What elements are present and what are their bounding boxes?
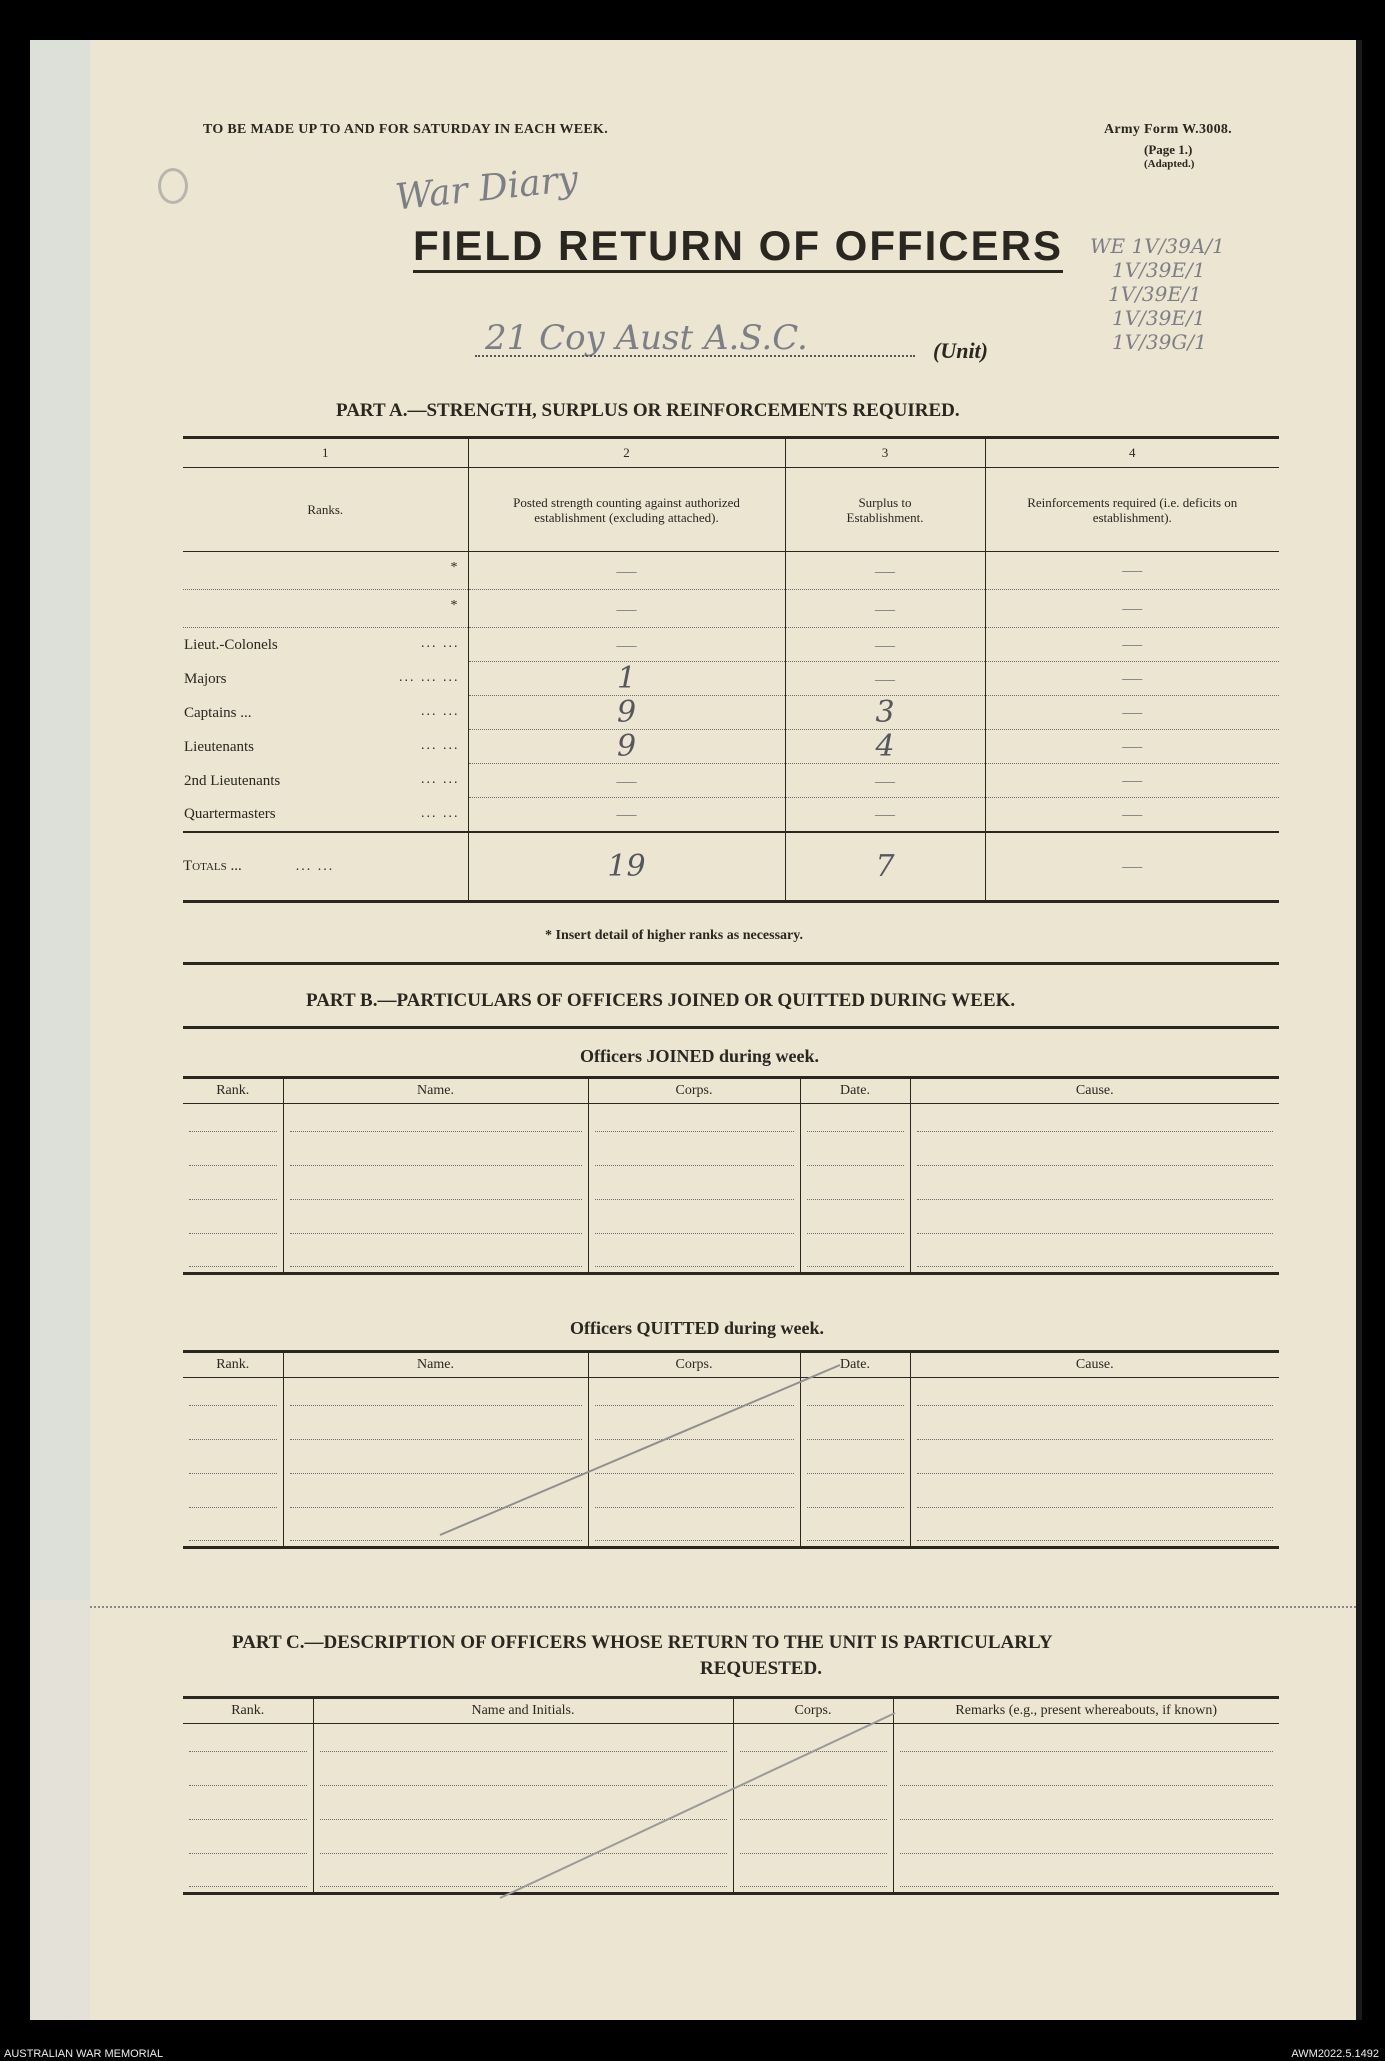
blank-cell xyxy=(183,1514,283,1548)
rank-cell xyxy=(183,696,468,730)
form-adapted: (Adapted.) xyxy=(1144,158,1195,170)
column-header: Corps. xyxy=(588,1352,800,1378)
blank-cell xyxy=(588,1240,800,1274)
posted-strength: — xyxy=(468,628,785,662)
strike-line-part-c xyxy=(490,1708,910,1908)
rank-cell xyxy=(183,590,468,628)
reinforcements-required: — xyxy=(985,628,1279,662)
column-header: Cause. xyxy=(1075,1357,1114,1372)
blank-cell xyxy=(800,1104,910,1138)
blank-cell xyxy=(183,1138,283,1172)
reinforcements-required: — xyxy=(985,662,1279,696)
rank-dots: ... ... xyxy=(421,636,460,651)
part-a-title: PART A.—STRENGTH, SURPLUS OR REINFORCEMENTS REQUIRED. xyxy=(336,400,960,421)
footer-right: AWM2022.5.1492 xyxy=(1291,2048,1379,2060)
col-number: 3 xyxy=(785,438,985,468)
page-title: FIELD RETURN OF OFFICERS xyxy=(413,222,1063,273)
blank-cell xyxy=(183,1724,313,1758)
column-header: Name. xyxy=(283,1352,588,1378)
pencil-mark-icon xyxy=(158,168,188,204)
footer-left: AUSTRALIAN WAR MEMORIAL xyxy=(4,2048,164,2060)
blank-cell xyxy=(800,1240,910,1274)
blank-cell xyxy=(588,1206,800,1240)
column-header: Corps. xyxy=(733,1698,893,1724)
blank-cell xyxy=(588,1104,800,1138)
surplus: — xyxy=(785,798,985,832)
blank-row xyxy=(183,1206,1279,1240)
blank-cell xyxy=(893,1758,1279,1792)
blank-cell xyxy=(183,1826,313,1860)
surplus: 4 xyxy=(785,730,985,764)
blank-cell xyxy=(910,1206,1279,1240)
part-a-footnote: * Insert detail of higher ranks as necessary. xyxy=(545,928,803,943)
blank-cell xyxy=(183,1240,283,1274)
blank-cell xyxy=(283,1138,588,1172)
handwritten-war-diary: War Diary xyxy=(393,158,581,219)
col-header-posted: Posted strength counting against authorized establishment (excluding attached). xyxy=(468,468,785,552)
blank-cell xyxy=(283,1172,588,1206)
blank-cell xyxy=(910,1412,1279,1446)
totals-surplus: 7 xyxy=(785,832,985,902)
blank-cell xyxy=(588,1138,800,1172)
column-header: Rank. xyxy=(183,1078,283,1104)
col-header-reinforcements: Reinforcements required (i.e. deficits on establishment). xyxy=(1027,494,1238,525)
rank-cell xyxy=(183,798,468,832)
col-header-ranks: Ranks. xyxy=(183,468,468,552)
reinforcements-required: — xyxy=(985,764,1279,798)
col-number: 2 xyxy=(468,438,785,468)
rank-cell xyxy=(183,662,468,696)
margin-ref: WE 1V/39A/1 xyxy=(1090,234,1225,258)
reinforcements-required: — xyxy=(985,798,1279,832)
rank-row xyxy=(183,662,1279,696)
rank-dots: ... ... xyxy=(421,737,460,753)
rank-dots: ... ... xyxy=(421,703,460,719)
blank-cell xyxy=(893,1792,1279,1826)
column-header: Date. xyxy=(800,1352,910,1378)
margin-ref: 1V/39G/1 xyxy=(1112,330,1207,354)
blank-row xyxy=(183,1240,1279,1274)
column-header: Cause. xyxy=(1075,1083,1114,1098)
blank-cell xyxy=(283,1104,588,1138)
column-header: Remarks (e.g., present whereabouts, if known) xyxy=(955,1703,1218,1718)
totals-row xyxy=(183,832,1279,902)
blank-row xyxy=(183,1104,1279,1138)
posted-strength: 1 xyxy=(468,662,785,696)
rule xyxy=(183,1026,1279,1029)
blank-cell xyxy=(910,1240,1279,1274)
rank-row xyxy=(183,628,1279,662)
rank-label: Majors xyxy=(184,670,227,687)
reinforcements-required: — xyxy=(985,552,1279,590)
posted-strength: — xyxy=(468,764,785,798)
rank-row xyxy=(183,696,1279,730)
part-b-title: PART B.—PARTICULARS OF OFFICERS JOINED OR QUITTED DURING WEEK. xyxy=(306,990,1016,1011)
blank-cell xyxy=(283,1206,588,1240)
blank-cell xyxy=(183,1480,283,1514)
joined-table xyxy=(183,1076,1279,1275)
blank-cell xyxy=(910,1138,1279,1172)
joined-title: Officers JOINED during week. xyxy=(580,1046,819,1066)
blank-row xyxy=(183,1172,1279,1206)
posted-strength: 9 xyxy=(468,696,785,730)
reinforcements-required: — xyxy=(985,730,1279,764)
part-c-title-line1: PART C.—DESCRIPTION OF OFFICERS WHOSE RETURN TO THE UNIT IS PARTICULARLY xyxy=(232,1632,1053,1653)
margin-ref: 1V/39E/1 xyxy=(1112,258,1206,282)
reinforcements-required: — xyxy=(985,590,1279,628)
column-header: Name and Initials. xyxy=(313,1698,733,1724)
strike-line-quitted xyxy=(430,1360,850,1540)
totals-dots: ... ... xyxy=(295,859,335,875)
reinforcements-required: — xyxy=(985,696,1279,730)
form-page: (Page 1.) xyxy=(1144,142,1193,157)
blank-cell xyxy=(183,1206,283,1240)
margin-ref: 1V/39E/1 xyxy=(1108,282,1202,306)
paper-margin-strip xyxy=(30,40,90,1640)
blank-cell xyxy=(800,1206,910,1240)
blank-cell xyxy=(588,1172,800,1206)
rank-dots: * xyxy=(450,598,460,613)
column-header: Date. xyxy=(800,1078,910,1104)
blank-cell xyxy=(910,1480,1279,1514)
column-header: Corps. xyxy=(588,1078,800,1104)
form-id: Army Form W.3008. xyxy=(1104,122,1232,137)
blank-cell xyxy=(183,1860,313,1894)
rank-cell xyxy=(183,764,468,798)
blank-cell xyxy=(910,1514,1279,1548)
blank-cell xyxy=(893,1860,1279,1894)
totals-cell xyxy=(183,832,468,902)
surplus: — xyxy=(785,590,985,628)
rank-label: Quartermasters xyxy=(184,806,276,822)
rank-cell xyxy=(183,552,468,590)
margin-ref: 1V/39E/1 xyxy=(1112,306,1206,330)
surplus: — xyxy=(785,764,985,798)
margin-references xyxy=(1090,234,1225,354)
totals-posted: 19 xyxy=(468,832,785,902)
unit-line xyxy=(475,355,915,357)
surplus: — xyxy=(785,628,985,662)
blank-cell xyxy=(183,1378,283,1412)
unit-handwritten: 21 Coy Aust A.S.C. xyxy=(485,318,808,358)
rank-dots: ... ... xyxy=(421,805,460,821)
col-number: 4 xyxy=(1129,445,1136,460)
blank-cell xyxy=(183,1446,283,1480)
column-header: Rank. xyxy=(183,1352,283,1378)
paper-edge xyxy=(1356,40,1362,2020)
rank-label: 2nd Lieutenants xyxy=(184,772,281,789)
rank-label: Captains ... xyxy=(184,704,252,721)
rank-dots: ... ... xyxy=(421,771,460,787)
rank-row xyxy=(183,730,1279,764)
paper-margin-strip-lower xyxy=(30,1600,90,2020)
rank-label: Lieut.-Colonels xyxy=(184,636,278,653)
blank-cell xyxy=(800,1138,910,1172)
posted-strength: — xyxy=(468,798,785,832)
blank-cell xyxy=(910,1446,1279,1480)
rank-dots: * xyxy=(450,560,460,575)
col-header-surplus: Surplus to Establishment. xyxy=(785,468,985,552)
column-header: Rank. xyxy=(183,1698,313,1724)
rank-label: Lieutenants xyxy=(184,738,254,755)
blank-cell xyxy=(183,1172,283,1206)
blank-cell xyxy=(183,1412,283,1446)
rank-cell xyxy=(183,730,468,764)
totals-label: Totals ... xyxy=(183,858,242,875)
blank-cell xyxy=(183,1104,283,1138)
rule xyxy=(183,962,1279,965)
surplus: — xyxy=(785,552,985,590)
column-header: Name. xyxy=(283,1078,588,1104)
blank-cell xyxy=(893,1826,1279,1860)
col-number: 1 xyxy=(183,438,468,468)
surplus: — xyxy=(785,662,985,696)
blank-cell xyxy=(283,1240,588,1274)
blank-cell xyxy=(910,1172,1279,1206)
totals-reinforcements: — xyxy=(1122,854,1143,877)
blank-cell xyxy=(893,1724,1279,1758)
perforation-line xyxy=(90,1606,1356,1608)
rank-row xyxy=(183,552,1279,590)
blank-cell xyxy=(183,1758,313,1792)
blank-row xyxy=(183,1138,1279,1172)
posted-strength: — xyxy=(468,590,785,628)
rank-row xyxy=(183,798,1279,832)
rank-row xyxy=(183,764,1279,798)
surplus: 3 xyxy=(785,696,985,730)
rank-dots: ... ... ... xyxy=(399,669,460,685)
part-c-title-line2: REQUESTED. xyxy=(700,1658,822,1679)
header-left-note: TO BE MADE UP TO AND FOR SATURDAY IN EACH WEEK. xyxy=(203,122,609,137)
posted-strength: — xyxy=(468,552,785,590)
rank-row xyxy=(183,590,1279,628)
part-a-table xyxy=(183,436,1279,903)
blank-cell xyxy=(910,1104,1279,1138)
unit-label: (Unit) xyxy=(933,338,988,363)
blank-cell xyxy=(800,1172,910,1206)
blank-cell xyxy=(910,1378,1279,1412)
blank-cell xyxy=(183,1792,313,1826)
rank-cell xyxy=(183,628,468,662)
posted-strength: 9 xyxy=(468,730,785,764)
quitted-title: Officers QUITTED during week. xyxy=(570,1318,824,1338)
